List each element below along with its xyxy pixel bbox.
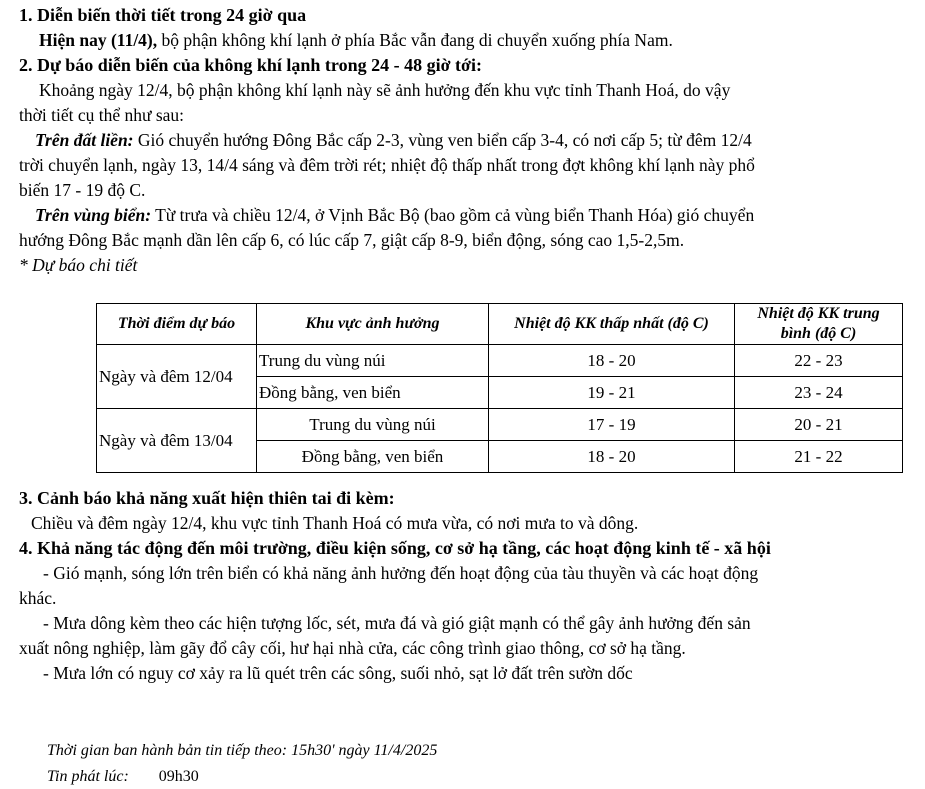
sea-label: Trên vùng biển:: [35, 205, 152, 225]
impact-item-3: - Mưa lớn có nguy cơ xảy ra lũ quét trên các sông, suối nhỏ, sạt lở đất trên sườn dốc: [43, 663, 633, 683]
area-cell: Trung du vùng núi: [257, 409, 489, 441]
min-temp-cell: 18 - 20: [489, 345, 735, 377]
min-temp-cell: 18 - 20: [489, 441, 735, 473]
section-2-heading: 2. Dự báo diễn biến của không khí lạnh trong 24 - 48 giờ tới:: [19, 55, 482, 75]
table-row: [97, 345, 903, 377]
section-3-text: Chiều và đêm ngày 12/4, khu vực tỉnh Thanh Hoá có mưa vừa, có nơi mưa to và dông.: [31, 513, 639, 533]
impact-item-1-line2: khác.: [19, 588, 57, 608]
table-header-row: [97, 304, 903, 345]
avg-temp-cell: 21 - 22: [735, 441, 903, 473]
issued-time: 09h30: [158, 768, 199, 785]
sea-forecast-line1: Trên vùng biển: Từ trưa và chiều 12/4, ở Vịnh Bắc Bộ (bao gồm cả vùng biển Thanh Hóa) gió chuyển: [35, 205, 755, 225]
impact-item-2-line2: xuất nông nghiệp, làm gãy đổ cây cối, hư hại nhà cửa, các công trình giao thông, cơ sở hạ tầng.: [19, 638, 686, 658]
area-cell: Đồng bằng, ven biển: [257, 441, 489, 473]
issued-label: Tin phát lúc:: [47, 768, 129, 785]
header-min-temp: Nhiệt độ KK thấp nhất (độ C): [489, 304, 735, 345]
land-forecast-line2: trời chuyển lạnh, ngày 13, 14/4 sáng và đêm trời rét; nhiệt độ thấp nhất trong đợt không khí lạnh này phổ: [19, 155, 755, 175]
next-issue-time: Thời gian ban hành bản tin tiếp theo: 15h30' ngày 11/4/2025: [47, 742, 438, 759]
section-2-intro-line2: thời tiết cụ thể như sau:: [19, 105, 185, 125]
land-forecast-line1: Trên đất liền: Gió chuyển hướng Đông Bắc cấp 2-3, vùng ven biển cấp 3-4, có nơi cấp 5; từ đêm 12/4: [35, 130, 752, 150]
section-2-intro-line1: Khoảng ngày 12/4, bộ phận không khí lạnh này sẽ ảnh hưởng đến khu vực tỉnh Thanh Hoá, do vậy: [39, 80, 731, 100]
header-time: Thời điểm dự báo: [97, 304, 257, 345]
impact-item-2-line1: - Mưa dông kèm theo các hiện tượng lốc, sét, mưa đá và gió giật mạnh có thể gây ảnh hưởng đến sản: [43, 613, 751, 633]
sea-forecast-line2: hướng Đông Bắc mạnh dần lên cấp 6, có lúc cấp 7, giật cấp 8-9, biển động, sóng cao 1,5-2,5m.: [19, 230, 685, 250]
avg-temp-cell: 20 - 21: [735, 409, 903, 441]
header-avg-temp: Nhiệt độ KK trung bình (độ C): [735, 304, 903, 345]
forecast-time-cell: Ngày và đêm 13/04: [97, 409, 257, 473]
area-cell: Đồng bằng, ven biển: [257, 377, 489, 409]
bulletin-document: [19, 3, 899, 278]
area-cell: Trung du vùng núi: [257, 345, 489, 377]
bulletin-document-lower: [19, 486, 899, 686]
section-1-text: Hiện nay (11/4), bộ phận không khí lạnh ở phía Bắc vẫn đang di chuyển xuống phía Nam.: [39, 30, 673, 50]
detail-forecast-label: * Dự báo chi tiết: [19, 255, 138, 275]
land-forecast-line3: biến 17 - 19 độ C.: [19, 180, 146, 200]
forecast-table: [96, 303, 903, 473]
section-3-heading: 3. Cảnh báo khả năng xuất hiện thiên tai đi kèm:: [19, 488, 395, 508]
land-label: Trên đất liền:: [35, 130, 134, 150]
section-1-heading: 1. Diễn biến thời tiết trong 24 giờ qua: [19, 5, 307, 25]
table-row: [97, 409, 903, 441]
min-temp-cell: 17 - 19: [489, 409, 735, 441]
forecast-time-cell: Ngày và đêm 12/04: [97, 345, 257, 409]
issued-time-row: [47, 764, 199, 789]
impact-item-1-line1: - Gió mạnh, sóng lớn trên biển có khả năng ảnh hưởng đến hoạt động của tàu thuyền và các hoạt động: [43, 563, 759, 583]
min-temp-cell: 19 - 21: [489, 377, 735, 409]
section-4-heading: 4. Khả năng tác động đến môi trường, điều kiện sống, cơ sở hạ tầng, các hoạt động kinh tế - xã hội: [19, 538, 771, 558]
header-area: Khu vực ảnh hưởng: [257, 304, 489, 345]
avg-temp-cell: 22 - 23: [735, 345, 903, 377]
avg-temp-cell: 23 - 24: [735, 377, 903, 409]
current-date-label: Hiện nay (11/4),: [39, 30, 158, 50]
